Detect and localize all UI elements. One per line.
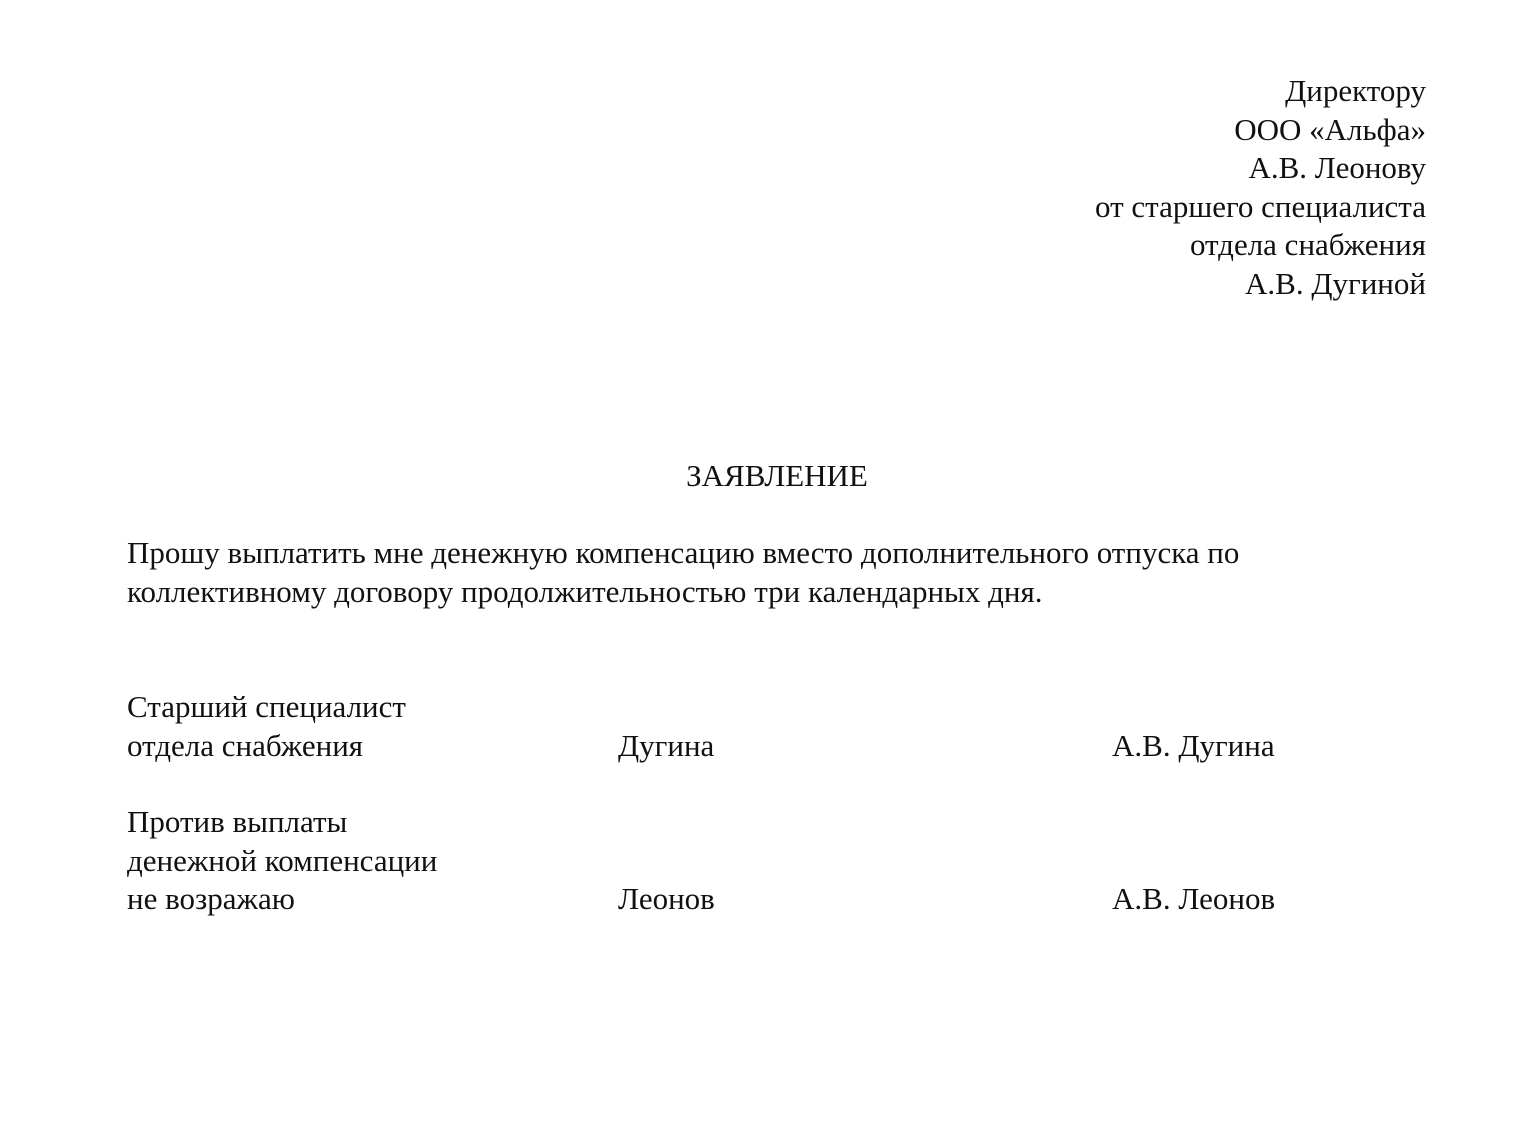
body-paragraph xyxy=(127,533,1437,611)
addressee-line: отдела снабжения xyxy=(1189,227,1426,262)
signatory-name: А.В. Леонов xyxy=(1112,881,1276,916)
signature-label-line: денежной компенсации xyxy=(127,842,438,878)
addressee-line: А.В. Леонову xyxy=(1248,150,1426,185)
signature-label-line: Старший специалист xyxy=(127,689,406,724)
handwritten-signature: Дугина xyxy=(618,727,715,763)
addressee-line: Директору xyxy=(1285,73,1426,108)
addressee-line: ООО «Альфа» xyxy=(1234,111,1426,147)
signature-label-line: не возражаю xyxy=(127,881,295,916)
addressee-line: от старшего специалиста xyxy=(1095,188,1426,224)
addressee-block xyxy=(1095,72,1426,303)
signature-label xyxy=(127,688,406,765)
signatory-name: А.В. Дугина xyxy=(1112,727,1275,763)
signature-label xyxy=(127,803,437,919)
document-title: ЗАЯВЛЕНИЕ xyxy=(686,458,868,493)
handwritten-signature: Леонов xyxy=(618,881,715,916)
signature-label-line: отдела снабжения xyxy=(127,727,364,763)
body-line: коллективному договору продолжительностью три календарных дня. xyxy=(127,574,1043,609)
addressee-line: А.В. Дугиной xyxy=(1245,265,1426,301)
signature-label-line: Против выплаты xyxy=(127,804,348,839)
body-line: Прошу выплатить мне денежную компенсацию вместо дополнительного отпуска по xyxy=(127,535,1240,570)
